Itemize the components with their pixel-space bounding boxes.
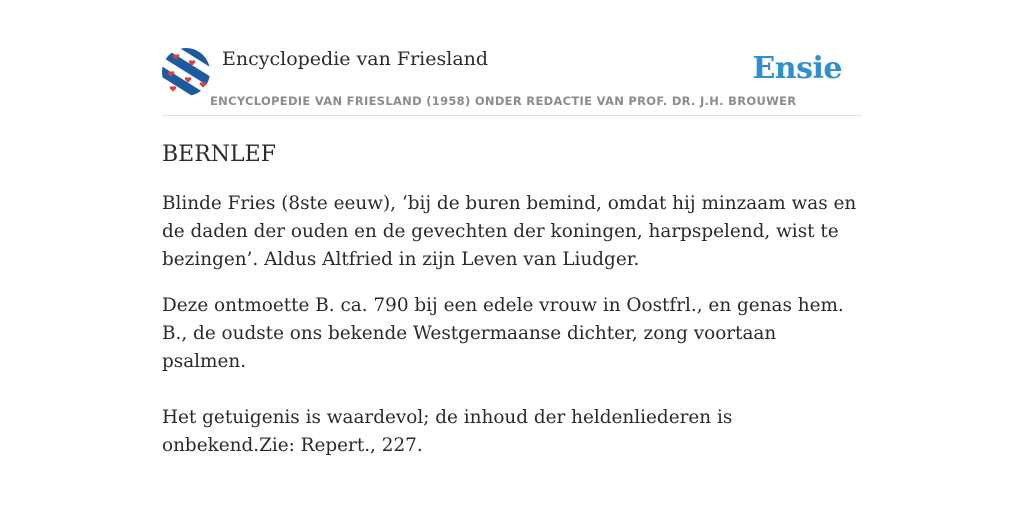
site-header	[162, 44, 862, 116]
article-paragraph: Blinde Fries (8ste eeuw), ‘bij de buren bemind, omdat hij minzaam was en de daden der ouden en de gevechten der koningen, harpspelend, wist te bezingen’. Aldus Altfried in zijn Leven van Liudger.	[162, 193, 857, 270]
ensie-logo-link[interactable]: Ensie	[752, 51, 842, 86]
entry-title: BERNLEF	[162, 142, 276, 167]
article-paragraph: Het getuigenis is waardevol; de inhoud der heldenliederen is onbekend.Zie: Repert., 227.	[162, 407, 733, 456]
article-paragraph: Deze ontmoette B. ca. 790 bij een edele vrouw in Oostfrl., en genas hem. B., de oudste ons bekende Westgermaanse dichter, zong voortaan psalmen.	[162, 295, 844, 372]
site-title-link[interactable]: Encyclopedie van Friesland	[222, 48, 489, 70]
frisian-flag-icon[interactable]	[162, 48, 210, 96]
encyclopedia-subtitle: ENCYCLOPEDIE VAN FRIESLAND (1958) ONDER REDACTIE VAN PROF. DR. J.H. BROUWER	[210, 94, 797, 108]
header-divider	[162, 115, 862, 116]
article-content	[162, 140, 862, 478]
